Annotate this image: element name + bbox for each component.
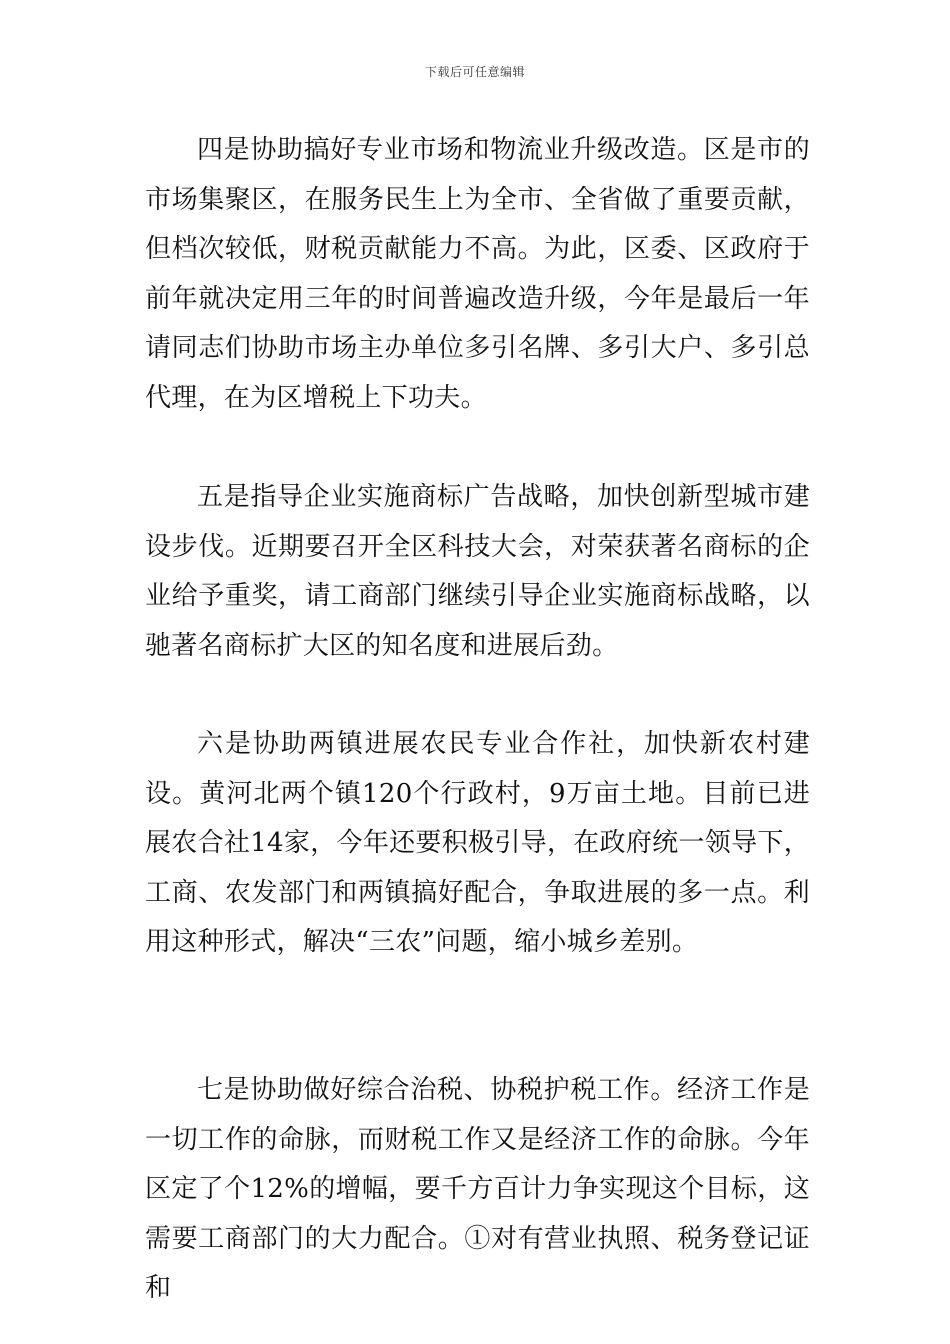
paragraph-market-upgrade: 四是协助搞好专业市场和物流业升级改造。区是市的市场集聚区，在服务民生上为全市、全省做了重要贡献，但档次较低，财税贡献能力不高。为此，区委、区政府于前年就决定用三年的时间普遍改造升级，今年是最后一年请同志们协助市场主办单位多引名牌、多引大户、多引总代理，在为区增税上下功夫。 (145, 135, 810, 413)
paragraph-trademark-strategy: 五是指导企业实施商标广告战略，加快创新型城市建设步伐。近期要召开全区科技大会，对荣获著名商标的企业给予重奖，请工商部门继续引导企业实施商标战略，以驰著名商标扩大区的知名度和进展后劲。 (145, 482, 810, 661)
page-header: 下载后可任意编辑 (424, 65, 525, 79)
paragraph-tax-governance: 七是协助做好综合治税、协税护税工作。经济工作是一切工作的命脉，而财税工作又是经济工作的命脉。今年区定了个12%的增幅，要千方百计力争实现这个目标，这需要工商部门的大力配合。①对有营业执照、税务登记证和 (145, 1075, 810, 1303)
paragraph-farmer-cooperatives: 六是协助两镇进展农民专业合作社，加快新农村建设。黄河北两个镇120个行政村，9万亩土地。目前已进展农合社14家，今年还要积极引导，在政府统一领导下，工商、农发部门和两镇搞好配合，争取进展的多一点。利用这种形式，解决“三农”问题，缩小城乡差别。 (145, 729, 810, 957)
